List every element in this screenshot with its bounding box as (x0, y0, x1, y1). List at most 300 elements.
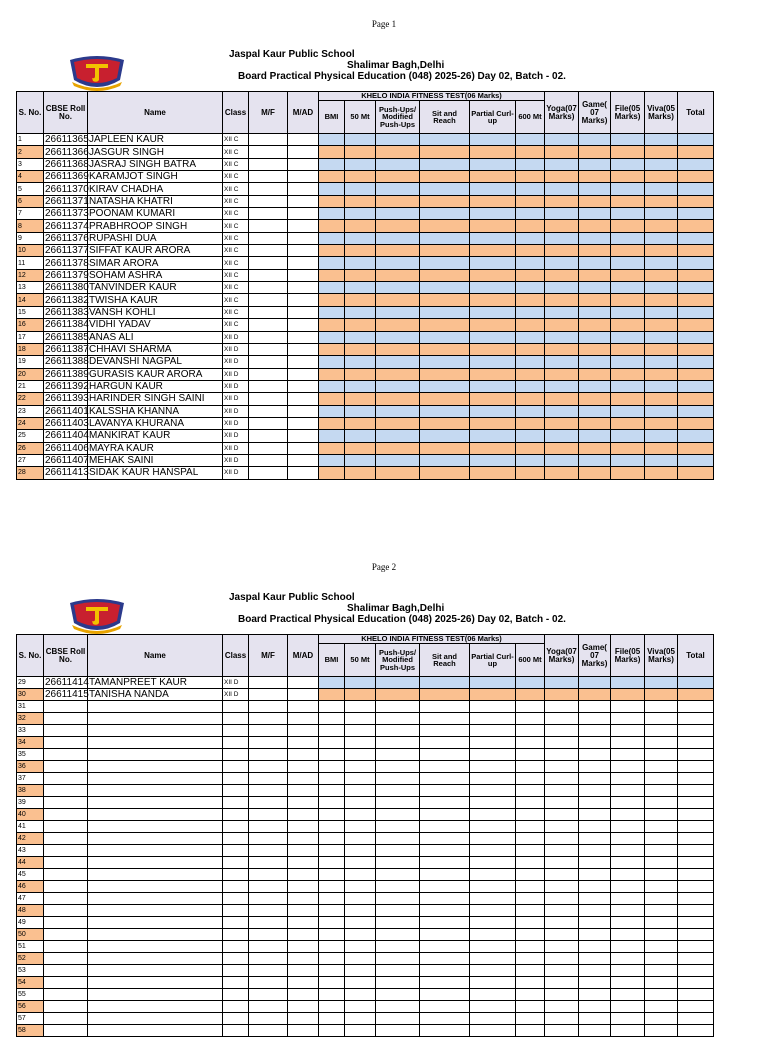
cell-empty[interactable] (516, 821, 545, 833)
cell-empty[interactable] (470, 797, 516, 809)
cell-empty[interactable] (223, 965, 249, 977)
cell-viva[interactable] (645, 232, 678, 244)
cell-empty[interactable] (470, 821, 516, 833)
cell-pushups[interactable] (376, 343, 420, 355)
cell-viva[interactable] (645, 134, 678, 146)
cell-sit-reach[interactable] (420, 294, 470, 306)
cell-curlup[interactable] (470, 158, 516, 170)
cell-50mt[interactable] (345, 208, 376, 220)
cell-empty[interactable] (319, 929, 345, 941)
cell-empty[interactable] (88, 725, 223, 737)
cell-empty[interactable] (249, 809, 288, 821)
cell-50mt[interactable] (345, 171, 376, 183)
cell-empty[interactable] (470, 785, 516, 797)
cell-curlup[interactable] (470, 134, 516, 146)
cell-empty[interactable] (88, 701, 223, 713)
cell-empty[interactable] (288, 761, 319, 773)
cell-bmi[interactable] (319, 245, 345, 257)
cell-empty[interactable] (678, 965, 714, 977)
cell-viva[interactable] (645, 220, 678, 232)
cell-empty[interactable] (516, 809, 545, 821)
cell-empty[interactable] (44, 953, 88, 965)
cell-600mt[interactable] (516, 677, 545, 689)
cell-bmi[interactable] (319, 356, 345, 368)
cell-pushups[interactable] (376, 430, 420, 442)
cell-mad[interactable] (288, 430, 319, 442)
cell-50mt[interactable] (345, 368, 376, 380)
cell-game[interactable] (579, 269, 611, 281)
cell-empty[interactable] (249, 989, 288, 1001)
cell-total[interactable] (678, 134, 714, 146)
cell-empty[interactable] (88, 1013, 223, 1025)
cell-empty[interactable] (678, 905, 714, 917)
cell-mf[interactable] (249, 343, 288, 355)
cell-pushups[interactable] (376, 257, 420, 269)
cell-empty[interactable] (420, 773, 470, 785)
cell-pushups[interactable] (376, 146, 420, 158)
cell-bmi[interactable] (319, 134, 345, 146)
cell-empty[interactable] (376, 845, 420, 857)
cell-yoga[interactable] (545, 331, 579, 343)
cell-empty[interactable] (516, 797, 545, 809)
cell-empty[interactable] (645, 737, 678, 749)
cell-mf[interactable] (249, 294, 288, 306)
cell-empty[interactable] (376, 917, 420, 929)
cell-file[interactable] (611, 430, 645, 442)
cell-empty[interactable] (678, 1013, 714, 1025)
cell-total[interactable] (678, 245, 714, 257)
cell-empty[interactable] (345, 749, 376, 761)
cell-empty[interactable] (88, 977, 223, 989)
cell-mad[interactable] (288, 171, 319, 183)
cell-game[interactable] (579, 689, 611, 701)
cell-empty[interactable] (545, 773, 579, 785)
cell-empty[interactable] (249, 917, 288, 929)
cell-50mt[interactable] (345, 393, 376, 405)
cell-empty[interactable] (88, 929, 223, 941)
cell-empty[interactable] (44, 713, 88, 725)
cell-yoga[interactable] (545, 294, 579, 306)
cell-empty[interactable] (288, 725, 319, 737)
cell-curlup[interactable] (470, 183, 516, 195)
cell-empty[interactable] (678, 1025, 714, 1037)
cell-empty[interactable] (516, 845, 545, 857)
cell-empty[interactable] (470, 881, 516, 893)
cell-curlup[interactable] (470, 319, 516, 331)
cell-empty[interactable] (319, 905, 345, 917)
cell-file[interactable] (611, 677, 645, 689)
cell-empty[interactable] (645, 749, 678, 761)
cell-600mt[interactable] (516, 331, 545, 343)
cell-mad[interactable] (288, 356, 319, 368)
cell-mad[interactable] (288, 158, 319, 170)
cell-yoga[interactable] (545, 232, 579, 244)
cell-total[interactable] (678, 368, 714, 380)
cell-empty[interactable] (288, 713, 319, 725)
cell-viva[interactable] (645, 146, 678, 158)
cell-50mt[interactable] (345, 257, 376, 269)
cell-sit-reach[interactable] (420, 454, 470, 466)
cell-empty[interactable] (319, 845, 345, 857)
cell-total[interactable] (678, 454, 714, 466)
cell-empty[interactable] (345, 917, 376, 929)
cell-pushups[interactable] (376, 269, 420, 281)
cell-empty[interactable] (223, 761, 249, 773)
cell-mf[interactable] (249, 331, 288, 343)
cell-viva[interactable] (645, 677, 678, 689)
cell-empty[interactable] (44, 821, 88, 833)
cell-empty[interactable] (288, 737, 319, 749)
cell-empty[interactable] (88, 857, 223, 869)
cell-empty[interactable] (223, 713, 249, 725)
cell-empty[interactable] (545, 701, 579, 713)
cell-sit-reach[interactable] (420, 319, 470, 331)
cell-empty[interactable] (223, 821, 249, 833)
cell-game[interactable] (579, 467, 611, 479)
cell-empty[interactable] (545, 869, 579, 881)
cell-empty[interactable] (545, 1025, 579, 1037)
cell-bmi[interactable] (319, 343, 345, 355)
cell-mad[interactable] (288, 454, 319, 466)
cell-sit-reach[interactable] (420, 343, 470, 355)
cell-pushups[interactable] (376, 417, 420, 429)
cell-bmi[interactable] (319, 319, 345, 331)
cell-empty[interactable] (249, 713, 288, 725)
cell-empty[interactable] (420, 797, 470, 809)
cell-yoga[interactable] (545, 454, 579, 466)
cell-empty[interactable] (645, 1025, 678, 1037)
cell-empty[interactable] (44, 905, 88, 917)
cell-empty[interactable] (319, 821, 345, 833)
cell-empty[interactable] (249, 977, 288, 989)
cell-empty[interactable] (223, 737, 249, 749)
cell-mf[interactable] (249, 257, 288, 269)
cell-empty[interactable] (44, 833, 88, 845)
cell-mad[interactable] (288, 208, 319, 220)
cell-empty[interactable] (420, 737, 470, 749)
cell-empty[interactable] (678, 917, 714, 929)
cell-empty[interactable] (319, 761, 345, 773)
cell-bmi[interactable] (319, 282, 345, 294)
cell-empty[interactable] (579, 869, 611, 881)
cell-curlup[interactable] (470, 331, 516, 343)
cell-bmi[interactable] (319, 677, 345, 689)
cell-empty[interactable] (545, 1013, 579, 1025)
cell-50mt[interactable] (345, 405, 376, 417)
cell-empty[interactable] (470, 773, 516, 785)
cell-empty[interactable] (288, 821, 319, 833)
cell-empty[interactable] (88, 773, 223, 785)
cell-file[interactable] (611, 282, 645, 294)
cell-empty[interactable] (345, 857, 376, 869)
cell-empty[interactable] (288, 857, 319, 869)
cell-empty[interactable] (470, 917, 516, 929)
cell-yoga[interactable] (545, 282, 579, 294)
cell-empty[interactable] (44, 761, 88, 773)
cell-empty[interactable] (44, 917, 88, 929)
cell-empty[interactable] (470, 701, 516, 713)
cell-bmi[interactable] (319, 368, 345, 380)
cell-empty[interactable] (249, 1025, 288, 1037)
cell-empty[interactable] (288, 977, 319, 989)
cell-file[interactable] (611, 689, 645, 701)
cell-empty[interactable] (249, 797, 288, 809)
cell-empty[interactable] (516, 785, 545, 797)
cell-mad[interactable] (288, 257, 319, 269)
cell-empty[interactable] (376, 929, 420, 941)
cell-bmi[interactable] (319, 183, 345, 195)
cell-empty[interactable] (88, 713, 223, 725)
cell-empty[interactable] (611, 857, 645, 869)
cell-empty[interactable] (345, 905, 376, 917)
cell-pushups[interactable] (376, 183, 420, 195)
cell-empty[interactable] (645, 893, 678, 905)
cell-empty[interactable] (288, 773, 319, 785)
cell-empty[interactable] (611, 977, 645, 989)
cell-empty[interactable] (678, 785, 714, 797)
cell-50mt[interactable] (345, 319, 376, 331)
cell-empty[interactable] (579, 821, 611, 833)
cell-empty[interactable] (223, 905, 249, 917)
cell-sit-reach[interactable] (420, 220, 470, 232)
cell-empty[interactable] (611, 893, 645, 905)
cell-mf[interactable] (249, 368, 288, 380)
cell-empty[interactable] (376, 1013, 420, 1025)
cell-mad[interactable] (288, 195, 319, 207)
cell-empty[interactable] (319, 893, 345, 905)
cell-sit-reach[interactable] (420, 689, 470, 701)
cell-total[interactable] (678, 405, 714, 417)
cell-empty[interactable] (470, 929, 516, 941)
cell-viva[interactable] (645, 393, 678, 405)
cell-empty[interactable] (678, 941, 714, 953)
cell-empty[interactable] (420, 905, 470, 917)
cell-pushups[interactable] (376, 232, 420, 244)
cell-mf[interactable] (249, 454, 288, 466)
cell-empty[interactable] (376, 821, 420, 833)
cell-empty[interactable] (288, 833, 319, 845)
cell-mf[interactable] (249, 208, 288, 220)
cell-empty[interactable] (470, 893, 516, 905)
cell-total[interactable] (678, 232, 714, 244)
cell-file[interactable] (611, 319, 645, 331)
cell-empty[interactable] (88, 833, 223, 845)
cell-empty[interactable] (345, 785, 376, 797)
cell-empty[interactable] (470, 761, 516, 773)
cell-empty[interactable] (249, 1001, 288, 1013)
cell-empty[interactable] (288, 893, 319, 905)
cell-empty[interactable] (420, 965, 470, 977)
cell-empty[interactable] (249, 953, 288, 965)
cell-empty[interactable] (288, 701, 319, 713)
cell-empty[interactable] (420, 701, 470, 713)
cell-empty[interactable] (88, 749, 223, 761)
cell-empty[interactable] (88, 761, 223, 773)
cell-empty[interactable] (319, 953, 345, 965)
cell-empty[interactable] (88, 785, 223, 797)
cell-curlup[interactable] (470, 368, 516, 380)
cell-empty[interactable] (516, 989, 545, 1001)
cell-yoga[interactable] (545, 405, 579, 417)
cell-empty[interactable] (44, 989, 88, 1001)
cell-empty[interactable] (88, 797, 223, 809)
cell-total[interactable] (678, 294, 714, 306)
cell-empty[interactable] (345, 821, 376, 833)
cell-empty[interactable] (579, 1001, 611, 1013)
cell-empty[interactable] (376, 857, 420, 869)
cell-empty[interactable] (470, 737, 516, 749)
cell-empty[interactable] (470, 977, 516, 989)
cell-mf[interactable] (249, 134, 288, 146)
cell-empty[interactable] (611, 713, 645, 725)
cell-sit-reach[interactable] (420, 232, 470, 244)
cell-empty[interactable] (345, 1013, 376, 1025)
cell-total[interactable] (678, 306, 714, 318)
cell-empty[interactable] (420, 917, 470, 929)
cell-empty[interactable] (345, 1025, 376, 1037)
cell-curlup[interactable] (470, 343, 516, 355)
cell-viva[interactable] (645, 158, 678, 170)
cell-game[interactable] (579, 146, 611, 158)
cell-yoga[interactable] (545, 195, 579, 207)
cell-empty[interactable] (420, 821, 470, 833)
cell-curlup[interactable] (470, 171, 516, 183)
cell-empty[interactable] (319, 749, 345, 761)
cell-pushups[interactable] (376, 467, 420, 479)
cell-600mt[interactable] (516, 442, 545, 454)
cell-empty[interactable] (645, 761, 678, 773)
cell-empty[interactable] (611, 989, 645, 1001)
cell-empty[interactable] (288, 881, 319, 893)
cell-empty[interactable] (545, 785, 579, 797)
cell-empty[interactable] (249, 905, 288, 917)
cell-empty[interactable] (345, 725, 376, 737)
cell-empty[interactable] (249, 965, 288, 977)
cell-600mt[interactable] (516, 134, 545, 146)
cell-50mt[interactable] (345, 232, 376, 244)
cell-50mt[interactable] (345, 343, 376, 355)
cell-sit-reach[interactable] (420, 269, 470, 281)
cell-empty[interactable] (545, 905, 579, 917)
cell-empty[interactable] (579, 905, 611, 917)
cell-50mt[interactable] (345, 331, 376, 343)
cell-sit-reach[interactable] (420, 356, 470, 368)
cell-bmi[interactable] (319, 430, 345, 442)
cell-empty[interactable] (516, 905, 545, 917)
cell-file[interactable] (611, 454, 645, 466)
cell-empty[interactable] (645, 917, 678, 929)
cell-pushups[interactable] (376, 208, 420, 220)
cell-empty[interactable] (611, 905, 645, 917)
cell-empty[interactable] (288, 869, 319, 881)
cell-empty[interactable] (470, 1001, 516, 1013)
cell-file[interactable] (611, 269, 645, 281)
cell-empty[interactable] (579, 857, 611, 869)
cell-empty[interactable] (319, 773, 345, 785)
cell-sit-reach[interactable] (420, 467, 470, 479)
cell-empty[interactable] (611, 701, 645, 713)
cell-600mt[interactable] (516, 171, 545, 183)
cell-50mt[interactable] (345, 356, 376, 368)
cell-empty[interactable] (545, 761, 579, 773)
cell-empty[interactable] (545, 821, 579, 833)
cell-empty[interactable] (645, 953, 678, 965)
cell-empty[interactable] (545, 845, 579, 857)
cell-curlup[interactable] (470, 677, 516, 689)
cell-bmi[interactable] (319, 257, 345, 269)
cell-mf[interactable] (249, 467, 288, 479)
cell-empty[interactable] (516, 701, 545, 713)
cell-empty[interactable] (319, 1025, 345, 1037)
cell-empty[interactable] (288, 1013, 319, 1025)
cell-empty[interactable] (223, 941, 249, 953)
cell-empty[interactable] (249, 749, 288, 761)
cell-empty[interactable] (223, 857, 249, 869)
cell-empty[interactable] (345, 953, 376, 965)
cell-bmi[interactable] (319, 393, 345, 405)
cell-total[interactable] (678, 183, 714, 195)
cell-mf[interactable] (249, 220, 288, 232)
cell-file[interactable] (611, 232, 645, 244)
cell-empty[interactable] (376, 869, 420, 881)
cell-file[interactable] (611, 417, 645, 429)
cell-empty[interactable] (249, 869, 288, 881)
cell-empty[interactable] (319, 785, 345, 797)
cell-viva[interactable] (645, 208, 678, 220)
cell-mf[interactable] (249, 269, 288, 281)
cell-empty[interactable] (345, 773, 376, 785)
cell-empty[interactable] (319, 833, 345, 845)
cell-empty[interactable] (516, 1025, 545, 1037)
cell-empty[interactable] (223, 797, 249, 809)
cell-sit-reach[interactable] (420, 183, 470, 195)
cell-total[interactable] (678, 331, 714, 343)
cell-empty[interactable] (678, 869, 714, 881)
cell-empty[interactable] (545, 881, 579, 893)
cell-empty[interactable] (376, 953, 420, 965)
cell-empty[interactable] (579, 917, 611, 929)
cell-empty[interactable] (545, 1001, 579, 1013)
cell-game[interactable] (579, 442, 611, 454)
cell-empty[interactable] (44, 893, 88, 905)
cell-total[interactable] (678, 269, 714, 281)
cell-yoga[interactable] (545, 158, 579, 170)
cell-empty[interactable] (579, 1013, 611, 1025)
cell-sit-reach[interactable] (420, 146, 470, 158)
cell-file[interactable] (611, 380, 645, 392)
cell-empty[interactable] (88, 989, 223, 1001)
cell-curlup[interactable] (470, 689, 516, 701)
cell-empty[interactable] (345, 869, 376, 881)
cell-pushups[interactable] (376, 220, 420, 232)
cell-curlup[interactable] (470, 380, 516, 392)
cell-empty[interactable] (579, 809, 611, 821)
cell-empty[interactable] (579, 965, 611, 977)
cell-empty[interactable] (223, 989, 249, 1001)
cell-empty[interactable] (470, 749, 516, 761)
cell-empty[interactable] (44, 785, 88, 797)
cell-empty[interactable] (319, 941, 345, 953)
cell-empty[interactable] (44, 1013, 88, 1025)
cell-empty[interactable] (516, 965, 545, 977)
cell-empty[interactable] (678, 797, 714, 809)
cell-mf[interactable] (249, 183, 288, 195)
cell-yoga[interactable] (545, 245, 579, 257)
cell-empty[interactable] (288, 785, 319, 797)
cell-600mt[interactable] (516, 306, 545, 318)
cell-empty[interactable] (470, 809, 516, 821)
cell-curlup[interactable] (470, 430, 516, 442)
